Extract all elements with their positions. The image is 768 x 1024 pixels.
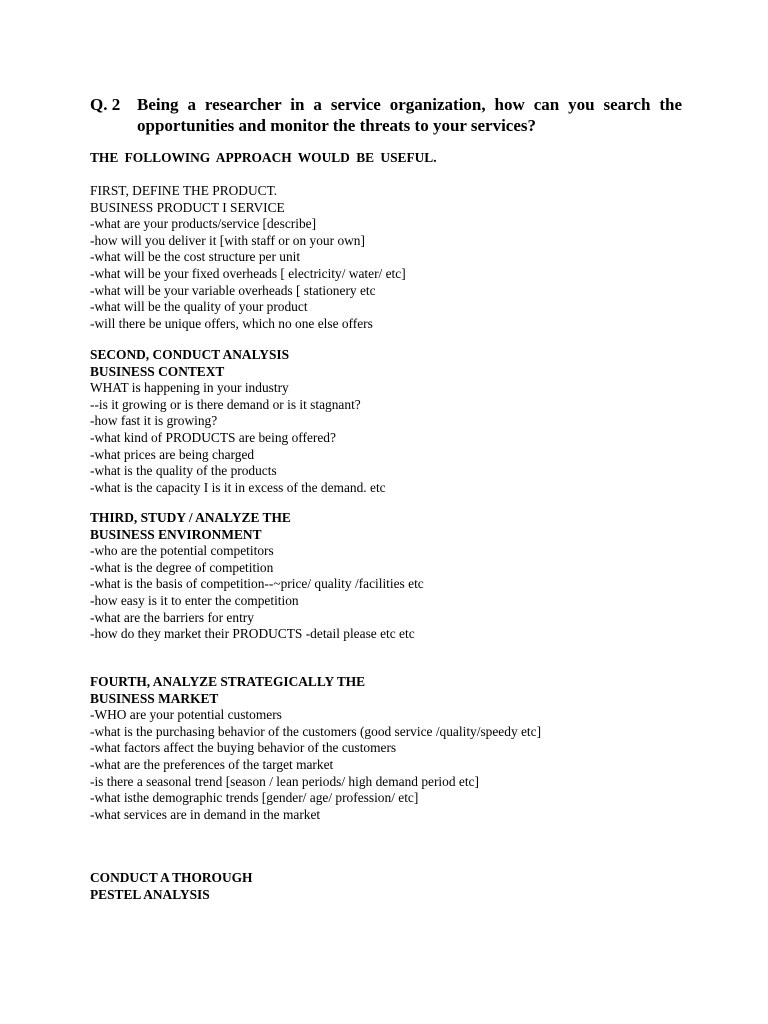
question-heading bbox=[90, 94, 682, 136]
section-heading: THIRD, STUDY / ANALYZE THE bbox=[90, 510, 291, 525]
list-item: -what are your products/service [describe] bbox=[90, 216, 317, 232]
intro-line: THE FOLLOWING APPROACH WOULD BE USEFUL. bbox=[90, 150, 437, 165]
section-heading: SECOND, CONDUCT ANALYSIS bbox=[90, 347, 290, 362]
list-item: --is it growing or is there demand or is it stagnant? bbox=[90, 396, 361, 412]
list-item: -what factors affect the buying behavior of the customers bbox=[90, 740, 397, 756]
list-item: -who are the potential competitors bbox=[90, 543, 274, 559]
list-item: -what will be your fixed overheads [ electricity/ water/ etc] bbox=[90, 265, 406, 281]
question-text: Being a researcher in a service organization, how can you search the opportunities and monitor the threats to your services? bbox=[137, 95, 682, 135]
list-item: -how do they market their PRODUCTS -detail please etc etc bbox=[90, 626, 415, 642]
list-item: -how fast it is growing? bbox=[90, 413, 218, 429]
list-item: -is there a seasonal trend [season / lean periods/ high demand period etc] bbox=[90, 773, 479, 789]
section-subheading: BUSINESS CONTEXT bbox=[90, 363, 225, 379]
section-subheading: BUSINESS MARKET bbox=[90, 690, 219, 706]
list-item: -what is the purchasing behavior of the customers (good service /quality/speedy etc] bbox=[90, 723, 542, 739]
section-heading: FIRST, DEFINE THE PRODUCT. bbox=[90, 183, 278, 198]
question-number: Q. 2 bbox=[90, 95, 121, 114]
section-business-environment bbox=[90, 510, 424, 643]
section-conduct-analysis bbox=[90, 347, 386, 496]
list-item: -what is the degree of competition bbox=[90, 559, 274, 575]
list-item: -what is the quality of the products bbox=[90, 463, 277, 479]
list-item: -what will be the quality of your product bbox=[90, 299, 308, 315]
list-item: -will there be unique offers, which no one else offers bbox=[90, 315, 373, 331]
list-item: -what will be the cost structure per unit bbox=[90, 249, 301, 265]
section-business-market bbox=[90, 674, 541, 823]
list-item: -how will you deliver it [with staff or on your own] bbox=[90, 232, 365, 248]
list-item: -what is the capacity I is it in excess of the demand. etc bbox=[90, 479, 386, 495]
section-subheading: BUSINESS ENVIRONMENT bbox=[90, 526, 262, 542]
section-define-product bbox=[90, 183, 406, 332]
section-subheading: BUSINESS PRODUCT I SERVICE bbox=[90, 199, 285, 215]
list-item: -how easy is it to enter the competition bbox=[90, 592, 299, 608]
section-heading: FOURTH, ANALYZE STRATEGICALLY THE bbox=[90, 674, 366, 689]
list-item: WHAT is happening in your industry bbox=[90, 380, 289, 396]
list-item: -what prices are being charged bbox=[90, 446, 255, 462]
list-item: -what will be your variable overheads [ stationery etc bbox=[90, 282, 376, 298]
list-item: -what services are in demand in the market bbox=[90, 806, 321, 822]
section-subheading: PESTEL ANALYSIS bbox=[90, 886, 210, 902]
list-item: -what are the preferences of the target market bbox=[90, 756, 334, 772]
list-item: -what is the basis of competition--~price/ quality /facilities etc bbox=[90, 576, 424, 592]
list-item: -WHO are your potential customers bbox=[90, 707, 282, 723]
list-item: -what kind of PRODUCTS are being offered? bbox=[90, 429, 336, 445]
list-item: -what are the barriers for entry bbox=[90, 609, 254, 625]
section-heading: CONDUCT A THOROUGH bbox=[90, 870, 253, 885]
section-pestel bbox=[90, 870, 252, 903]
list-item: -what isthe demographic trends [gender/ age/ profession/ etc] bbox=[90, 790, 419, 806]
